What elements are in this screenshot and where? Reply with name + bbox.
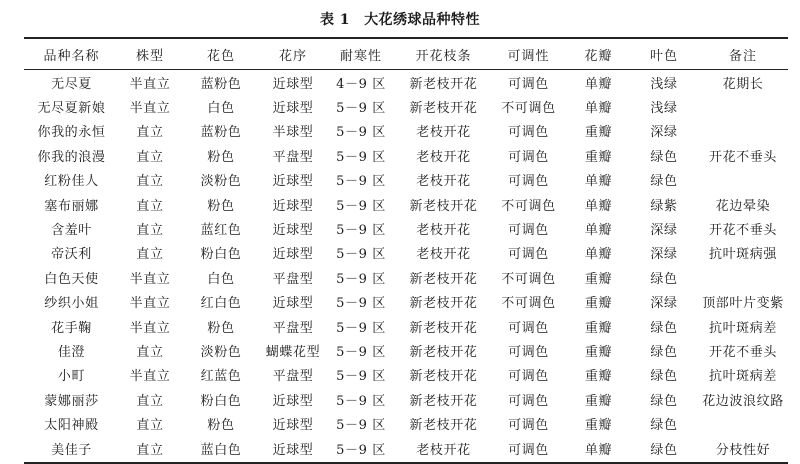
cell-inflorescence: 平盘型 [272,149,314,165]
cell-color-adjustability: 可调色 [508,418,549,434]
cell-cold-hardiness: 4－9 区 [336,76,386,92]
cell-color-adjustability: 可调色 [508,76,549,92]
cell-flower-color: 红蓝色 [200,369,242,385]
cell-cold-hardiness: 5－9 区 [336,271,386,287]
cell-inflorescence: 平盘型 [272,271,314,287]
cell-color-adjustability: 可调色 [508,174,549,190]
cell-color-adjustability: 可调色 [508,320,549,336]
table-title: 大花绣球品种特性 [364,12,481,28]
cell-cold-hardiness: 5－9 区 [336,198,386,214]
column-header-remarks: 备注 [728,49,757,64]
column-header-plant-type: 株型 [135,49,164,64]
cell-cold-hardiness: 5－9 区 [336,247,386,263]
cell-inflorescence: 近球型 [272,247,314,263]
cell-leaf-color: 深绿 [650,125,678,141]
cell-flowering-branches: 老枝开花 [416,125,471,141]
cell-leaf-color: 绿色 [650,320,678,336]
cell-cold-hardiness: 5－9 区 [336,418,386,434]
cell-petal-type: 重瓣 [584,344,613,360]
table-row [24,119,788,143]
table-row [24,143,788,167]
cell-petal-type: 重瓣 [584,271,613,287]
cell-color-adjustability: 可调色 [508,393,549,409]
cell-flower-color: 蓝粉色 [200,125,242,141]
cell-leaf-color: 绿色 [650,369,678,385]
cell-petal-type: 单瓣 [584,101,613,117]
cell-flower-color: 蓝粉色 [200,76,242,92]
column-header-inflorescence: 花序 [278,49,307,64]
cell-leaf-color: 绿色 [650,418,678,434]
cell-remarks [698,411,788,435]
column-header-flowering-branches: 开花枝条 [415,49,472,64]
cell-cold-hardiness: 5－9 区 [336,442,386,458]
table-row [24,192,788,216]
column-header-petal-type: 花瓣 [584,49,613,64]
hydrangea-variety-table [24,40,788,460]
cell-leaf-color: 绿色 [650,393,678,409]
cell-petal-type: 单瓣 [584,223,613,239]
cell-flowering-branches: 新老枝开花 [409,198,478,214]
column-header-flower-color: 花色 [206,49,235,64]
table-row [24,69,788,94]
cell-remarks: 抗叶斑病差 [708,369,777,385]
column-header-color-adjustability: 可调性 [507,49,550,64]
table-top-rule [24,37,788,39]
cell-variety-name: 白色天使 [44,271,99,287]
cell-petal-type: 单瓣 [584,174,613,190]
table-number: 表 1 [319,12,351,28]
cell-plant-type: 直立 [136,344,164,360]
cell-variety-name: 美佳子 [51,442,92,458]
cell-petal-type: 重瓣 [584,125,613,141]
cell-variety-name: 纱织小姐 [44,296,99,312]
cell-inflorescence: 近球型 [272,223,314,239]
cell-inflorescence: 近球型 [272,418,314,434]
cell-plant-type: 直立 [136,393,164,409]
column-header-cold-hardiness: 耐寒性 [339,49,382,64]
cell-variety-name: 你我的浪漫 [37,149,106,165]
cell-flower-color: 粉色 [207,198,235,214]
cell-color-adjustability: 不可调色 [501,198,556,214]
cell-cold-hardiness: 5－9 区 [336,296,386,312]
cell-color-adjustability: 可调色 [508,125,549,141]
cell-cold-hardiness: 5－9 区 [336,101,386,117]
cell-flowering-branches: 老枝开花 [416,442,471,458]
cell-plant-type: 半直立 [129,271,171,287]
table-caption [0,9,800,29]
cell-remarks: 开花不垂头 [708,149,777,165]
cell-plant-type: 直立 [136,247,164,263]
cell-variety-name: 太阳神殿 [44,418,99,434]
cell-petal-type: 单瓣 [584,247,613,263]
cell-flowering-branches: 老枝开花 [416,174,471,190]
table-row [24,411,788,435]
cell-remarks [698,94,788,118]
cell-inflorescence: 蝴蝶花型 [265,344,321,360]
cell-remarks [698,119,788,143]
table-row [24,338,788,362]
cell-remarks: 花边波浪纹路 [702,393,784,409]
cell-remarks: 抗叶斑病差 [708,320,777,336]
cell-flowering-branches: 新老枝开花 [409,369,478,385]
cell-petal-type: 重瓣 [584,369,613,385]
table-body [24,69,788,460]
cell-plant-type: 直立 [136,198,164,214]
cell-plant-type: 半直立 [129,101,171,117]
cell-plant-type: 直立 [136,418,164,434]
cell-cold-hardiness: 5－9 区 [336,149,386,165]
cell-plant-type: 半直立 [129,320,171,336]
cell-inflorescence: 近球型 [272,442,314,458]
table-row [24,168,788,192]
cell-flower-color: 粉白色 [200,393,242,409]
cell-remarks [698,265,788,289]
cell-cold-hardiness: 5－9 区 [336,344,386,360]
cell-color-adjustability: 可调色 [508,442,549,458]
cell-remarks [698,168,788,192]
cell-leaf-color: 浅绿 [650,76,678,92]
cell-flowering-branches: 新老枝开花 [409,344,478,360]
cell-inflorescence: 平盘型 [272,320,314,336]
cell-variety-name: 帝沃利 [51,247,92,263]
cell-leaf-color: 浅绿 [650,101,678,117]
cell-leaf-color: 绿色 [650,174,678,190]
table-row [24,387,788,411]
cell-cold-hardiness: 5－9 区 [336,125,386,141]
column-header-variety-name: 品种名称 [43,49,100,64]
cell-flowering-branches: 老枝开花 [416,149,471,165]
cell-remarks: 开花不垂头 [708,344,777,360]
cell-flowering-branches: 新老枝开花 [409,393,478,409]
cell-inflorescence: 近球型 [272,101,314,117]
cell-color-adjustability: 不可调色 [501,296,556,312]
cell-flower-color: 红白色 [200,296,242,312]
cell-remarks: 开花不垂头 [708,223,777,239]
cell-inflorescence: 近球型 [272,174,314,190]
cell-flowering-branches: 老枝开花 [416,247,471,263]
column-header-leaf-color: 叶色 [649,49,678,64]
cell-flowering-branches: 老枝开花 [416,223,471,239]
table-row [24,314,788,338]
cell-leaf-color: 深绿 [650,223,678,239]
cell-remarks: 花边晕染 [715,198,771,214]
cell-plant-type: 直立 [136,174,164,190]
cell-variety-name: 花手鞠 [51,320,92,336]
cell-color-adjustability: 不可调色 [501,271,556,287]
cell-flower-color: 白色 [207,101,235,117]
cell-cold-hardiness: 5－9 区 [336,393,386,409]
cell-leaf-color: 深绿 [650,296,678,312]
table-row [24,94,788,118]
table-row [24,216,788,240]
cell-remarks: 花期长 [722,76,764,92]
header-row [24,40,788,69]
cell-cold-hardiness: 5－9 区 [336,223,386,239]
cell-flowering-branches: 新老枝开花 [409,101,478,117]
cell-leaf-color: 绿紫 [650,198,678,214]
cell-petal-type: 单瓣 [584,198,613,214]
cell-variety-name: 含羞叶 [51,223,92,239]
cell-flower-color: 淡粉色 [200,174,242,190]
cell-variety-name: 红粉佳人 [44,174,99,190]
cell-petal-type: 重瓣 [584,296,613,312]
table-header [24,40,788,69]
cell-flowering-branches: 新老枝开花 [409,271,478,287]
cell-variety-name: 你我的永恒 [37,125,106,141]
cell-variety-name: 塞布丽娜 [44,198,99,214]
cell-plant-type: 直立 [136,125,164,141]
cell-plant-type: 直立 [136,223,164,239]
cell-leaf-color: 绿色 [650,344,678,360]
cell-plant-type: 半直立 [129,76,171,92]
table-row [24,241,788,265]
cell-flower-color: 白色 [207,271,235,287]
cell-color-adjustability: 可调色 [508,149,549,165]
cell-inflorescence: 半球型 [272,125,314,141]
cell-flower-color: 蓝白色 [200,442,242,458]
cell-remarks: 顶部叶片变紫 [702,296,784,312]
cell-petal-type: 重瓣 [584,149,613,165]
cell-variety-name: 佳澄 [57,344,86,360]
cell-flower-color: 粉色 [207,149,235,165]
cell-flowering-branches: 新老枝开花 [409,296,478,312]
cell-color-adjustability: 可调色 [508,247,549,263]
cell-flower-color: 淡粉色 [200,344,242,360]
cell-plant-type: 直立 [136,442,164,458]
cell-plant-type: 半直立 [129,296,171,312]
cell-color-adjustability: 可调色 [508,369,549,385]
cell-inflorescence: 近球型 [272,198,314,214]
cell-flower-color: 粉色 [207,418,235,434]
cell-petal-type: 重瓣 [584,320,613,336]
table-row [24,265,788,289]
cell-cold-hardiness: 5－9 区 [336,174,386,190]
cell-petal-type: 重瓣 [584,393,613,409]
cell-flower-color: 粉色 [207,320,235,336]
cell-variety-name: 小町 [57,369,86,385]
cell-flower-color: 粉白色 [200,247,242,263]
cell-inflorescence: 近球型 [272,393,314,409]
cell-flowering-branches: 新老枝开花 [409,320,478,336]
cell-plant-type: 半直立 [129,369,171,385]
cell-plant-type: 直立 [136,149,164,165]
cell-petal-type: 重瓣 [584,418,613,434]
cell-inflorescence: 近球型 [272,296,314,312]
cell-variety-name: 无尽夏 [51,76,92,92]
cell-cold-hardiness: 5－9 区 [336,320,386,336]
table-row [24,436,788,460]
cell-flowering-branches: 新老枝开花 [409,76,478,92]
cell-inflorescence: 平盘型 [272,369,314,385]
cell-color-adjustability: 可调色 [508,223,549,239]
cell-flowering-branches: 新老枝开花 [409,418,478,434]
cell-petal-type: 单瓣 [584,442,613,458]
table-row [24,363,788,387]
cell-leaf-color: 绿色 [650,149,678,165]
table-bottom-rule [24,462,788,464]
cell-leaf-color: 深绿 [650,247,678,263]
cell-color-adjustability: 可调色 [508,344,549,360]
cell-leaf-color: 绿色 [650,442,678,458]
cell-variety-name: 无尽夏新娘 [37,101,106,117]
table-row [24,290,788,314]
cell-color-adjustability: 不可调色 [501,101,556,117]
cell-variety-name: 蒙娜丽莎 [44,393,99,409]
cell-cold-hardiness: 5－9 区 [336,369,386,385]
cell-leaf-color: 绿色 [650,271,678,287]
cell-flower-color: 蓝红色 [200,223,242,239]
cell-petal-type: 单瓣 [584,76,613,92]
cell-remarks: 分枝性好 [715,442,771,458]
cell-remarks: 抗叶斑病强 [708,247,777,263]
cell-inflorescence: 近球型 [272,76,314,92]
